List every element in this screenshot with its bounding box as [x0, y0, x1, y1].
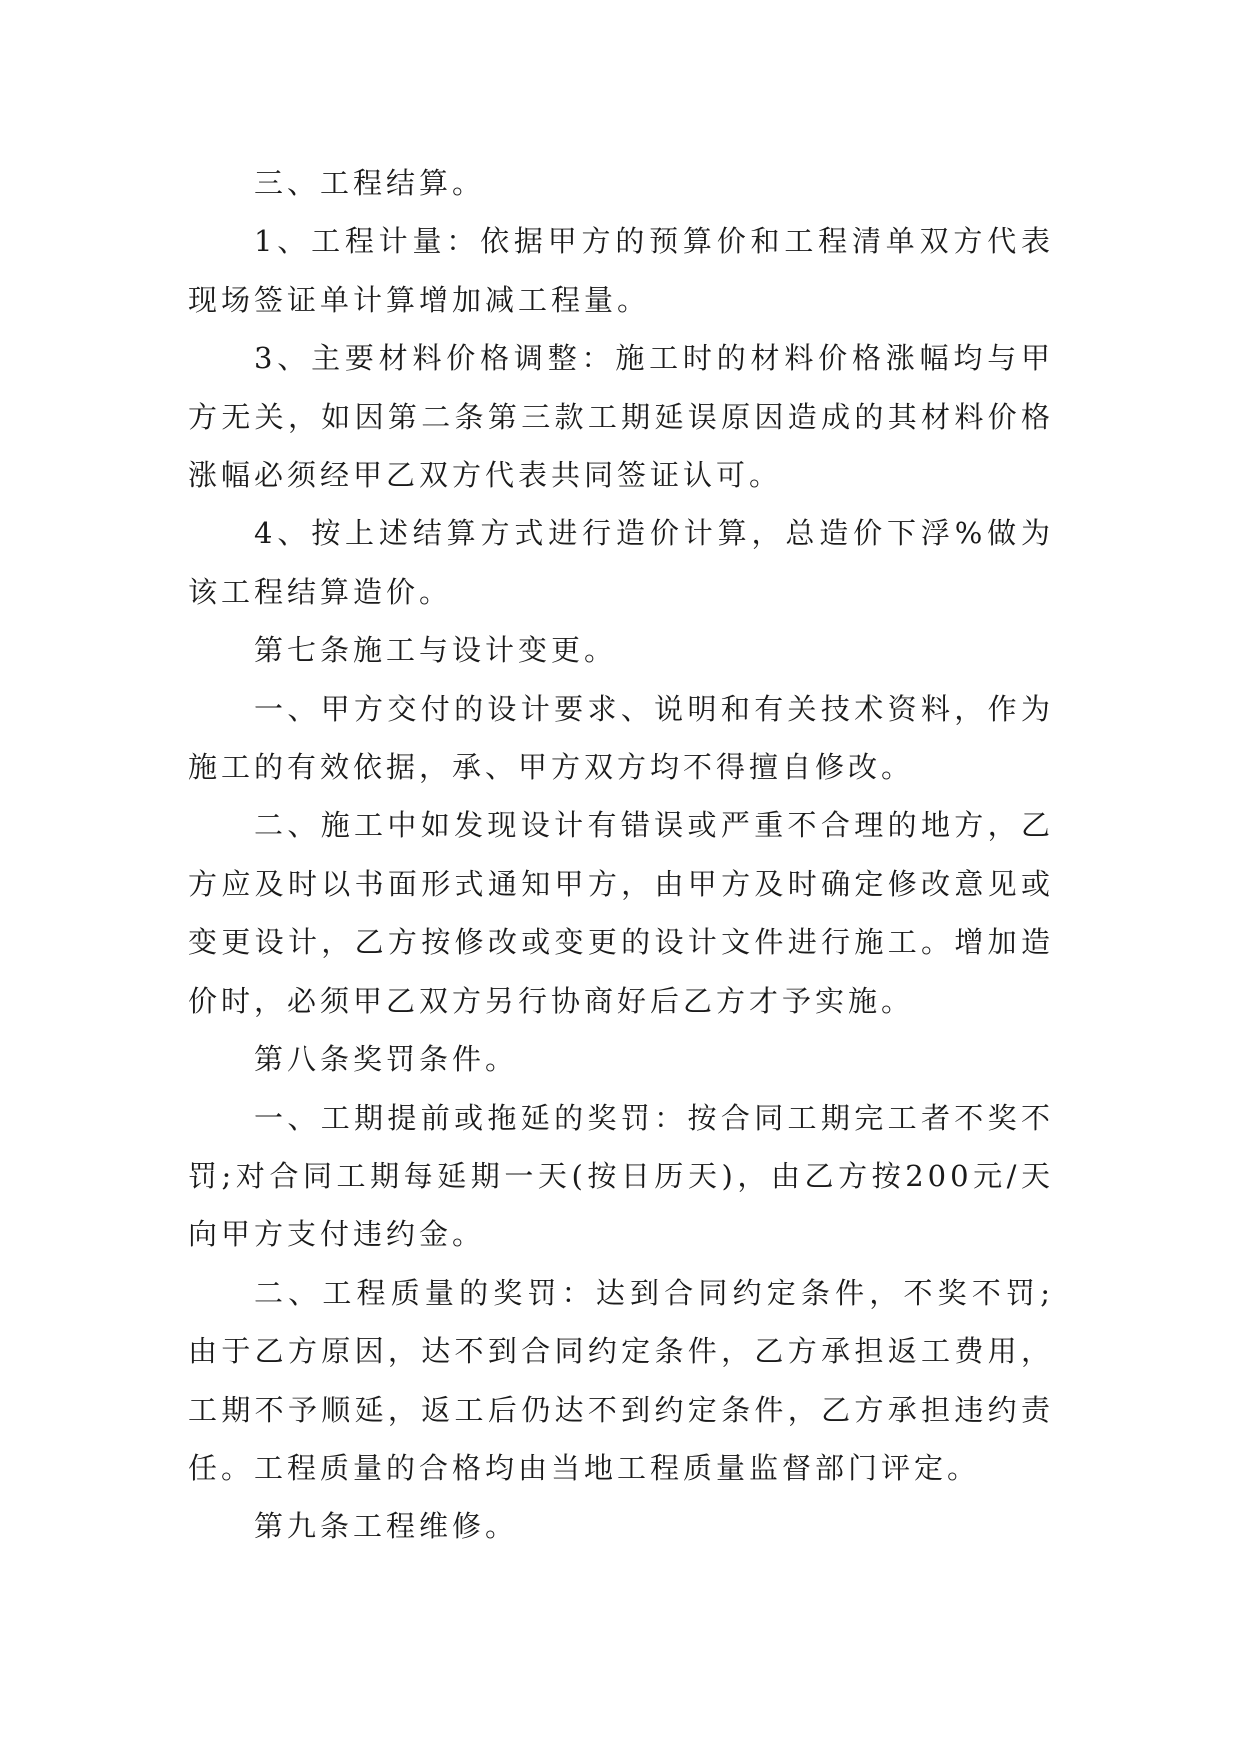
paragraph-quality-penalties: 二、工程质量的奖罚：达到合同约定条件，不奖不罚;由于乙方原因，达不到合同约定条件，乙方承担返工费用，工期不予顺延，返工后仍达不到约定条件，乙方承担违约责任。工程质量的合格均由当地工程质量监督部门评定。	[188, 1275, 1054, 1485]
paragraph-schedule-penalties: 一、工期提前或拖延的奖罚：按合同工期完工者不奖不罚;对合同工期每延期一天(按日历天)，由乙方按200元/天向甲方支付违约金。	[188, 1100, 1054, 1252]
paragraph-settlement-cost: 4、按上述结算方式进行造价计算，总造价下浮%做为该工程结算造价。	[188, 516, 1054, 609]
paragraph-design-errors: 二、施工中如发现设计有错误或严重不合理的地方，乙方应及时以书面形式通知甲方，由甲方及时确定修改意见或变更设计，乙方按修改或变更的设计文件进行施工。增加造价时，必须甲乙双方另行协商好后乙方才予实施。	[188, 808, 1054, 1018]
paragraph-quantity-measurement: 1、工程计量：依据甲方的预算价和工程清单双方代表现场签证单计算增加减工程量。	[188, 224, 1054, 317]
article-heading-design-change: 第七条施工与设计变更。	[254, 633, 618, 668]
article-heading-rewards-penalties: 第八条奖罚条件。	[254, 1042, 519, 1077]
article-heading-maintenance: 第九条工程维修。	[254, 1509, 519, 1544]
paragraph-material-price-adjustment: 3、主要材料价格调整：施工时的材料价格涨幅均与甲方无关，如因第二条第三款工期延误原因造成的其材料价格涨幅必须经甲乙双方代表共同签证认可。	[188, 341, 1054, 493]
paragraph-design-documents: 一、甲方交付的设计要求、说明和有关技术资料，作为施工的有效依据，承、甲方双方均不得擅自修改。	[188, 691, 1054, 785]
section-heading-settlement: 三、工程结算。	[254, 166, 486, 200]
document-body	[188, 154, 1054, 1556]
